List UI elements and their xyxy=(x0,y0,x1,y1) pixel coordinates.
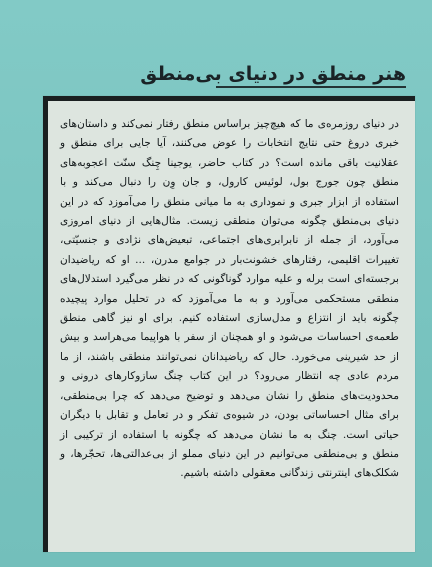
blurb-text: در دنیای روزمره‌ی ما که هیچ‌چیز براساس منطق رفتار نمی‌کند و داستان‌های خبری دروغ حتی نتایج انتخابات را عوض می‌کنند، آیا جایی برای منطق و عقلانیت باقی مانده است؟ در کتاب حاضر، یوجینا چِنگ سنّت اعجوبه‌های منطق چون جورج بول، لوئیس کارول، و جان وِن را دنبال می‌کند و با استفاده از ابزار جبری و نموداری به ما میانی منطق را می‌آموزد که در این دنیای بی‌منطق چگونه می‌توان منطقی زیست. مثال‌هایی از دنیای امروزی می‌آورد، از جمله از نابرابری‌های اجتماعی، تبعیض‌های نژادی و جنسیّتی، تغییرات اقلیمی، رفتارهای خشونت‌بار در جوامع مدرن، ... او که ریاضیدان برجسته‌ای است برله و علیه موارد گوناگونی که در نظر می‌گیرد استدلال‌های منطقی مستحکمی می‌آورد و به ما می‌آموزد که در تحلیل موارد پیچیده چگونه باید از انتزاع و مدل‌سازی استفاده کنیم. برای او نیز گاهی منطق طعمه‌ی احساسات می‌شود و او همچنان از سفر با هواپیما می‌هراسد و بیش از حد شیرینی می‌خورد. حال که ریاضیدانان نمی‌توانند منطقی باشند، از ما مردم عادی چه انتظار می‌رود؟ در این کتاب چنگ سازوکارهای درونی و محدودیت‌های منطق را نشان می‌دهد و توضیح می‌دهد که چرا بی‌منطقی، برای مثال احساساتی بودن، در شیوه‌ی تفکر و در تعامل و تقابل با دیگران حیاتی است. چنگ به ما نشان می‌دهد که چگونه با استفاده از ترکیبی از منطق و بی‌منطقی می‌توانیم در این دنیای مملو از بی‌عدالتی‌ها، تحجّرها، و شکلک‌های اینترنتی زندگانی معقولی داشته باشیم. xyxy=(60,118,399,480)
book-title: هنر منطق در دنیای بی‌منطق xyxy=(140,63,406,85)
title-underline xyxy=(216,86,406,88)
blurb-panel xyxy=(43,96,415,552)
